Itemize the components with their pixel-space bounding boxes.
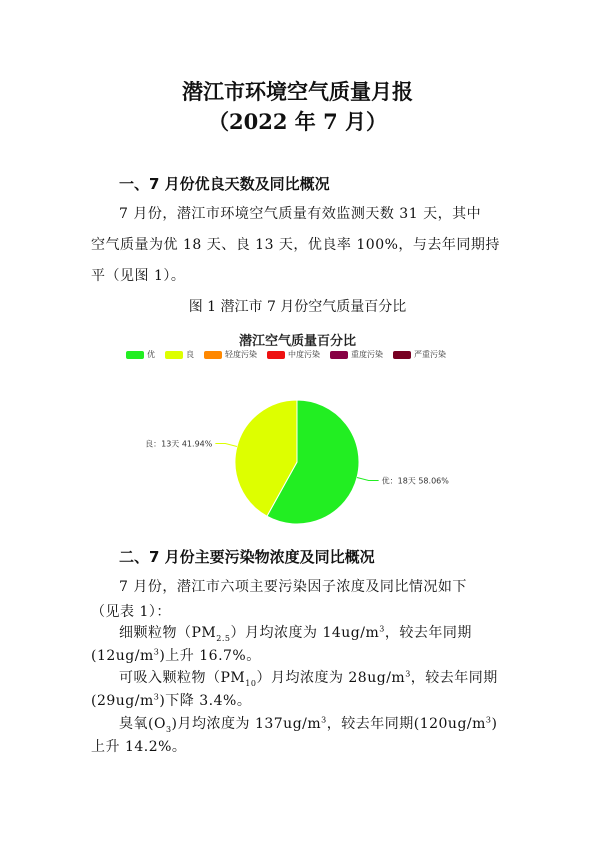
section1-line-3: 平（见图 1）。 xyxy=(91,268,186,284)
legend-item[interactable] xyxy=(393,349,446,360)
legend-swatch xyxy=(330,351,348,359)
pm10-line-2: $(29ug/m^3)$下降 3.4%。 xyxy=(91,692,252,709)
legend-item[interactable] xyxy=(267,349,320,360)
legend-label: 中度污染 xyxy=(288,350,320,359)
report-subtitle: （2022 年 7 月） xyxy=(208,109,387,134)
legend-label: 良 xyxy=(186,350,194,359)
chart-title: 潜江空气质量百分比 xyxy=(238,334,356,349)
pie-label-line xyxy=(215,443,237,446)
section1-heading: 一、7 月份优良天数及同比概况 xyxy=(119,175,330,193)
pm10-line-1: 可吸入颗粒物$(PM_{10})$月均浓度为 $28ug/m^3$，较去年同期 xyxy=(119,669,498,688)
legend-label: 轻度污染 xyxy=(225,350,257,359)
report-title: 潜江市环境空气质量月报 xyxy=(182,79,413,104)
pm25-line-2: $(12ug/m^3)$上升 16.7%。 xyxy=(91,647,261,664)
legend-swatch xyxy=(204,351,222,359)
legend-swatch xyxy=(165,351,183,359)
pie-label-line xyxy=(357,478,379,481)
section2-intro-line-1: 7 月份，潜江市六项主要污染因子浓度及同比情况如下 xyxy=(119,579,467,595)
figure-caption: 图 1 潜江市 7 月份空气质量百分比 xyxy=(188,299,407,315)
legend-swatch xyxy=(126,351,144,359)
section2-intro-line-2: （见表 1）： xyxy=(91,604,171,620)
section1-line-2: 空气质量为优 18 天、良 13 天，优良率 100%，与去年同期持 xyxy=(91,237,500,253)
legend-label: 严重污染 xyxy=(414,350,446,359)
pie-chart xyxy=(100,370,500,550)
pm25-line-1: 细颗粒物$(PM_{2.5})$月均浓度为 $14ug/m^3$，较去年同期 xyxy=(119,624,472,643)
legend-item[interactable] xyxy=(126,349,155,360)
pie-data-label: 良：13天 41.94% xyxy=(145,439,213,449)
legend-item[interactable] xyxy=(204,349,257,360)
pie-data-label: 优：18天 58.06% xyxy=(381,476,449,486)
section2-heading: 二、7 月份主要污染物浓度及同比概况 xyxy=(119,548,375,566)
legend-item[interactable] xyxy=(330,349,383,360)
legend-item[interactable] xyxy=(165,349,194,360)
legend-label: 优 xyxy=(147,350,155,359)
chart-legend xyxy=(126,349,486,360)
o3-line-1: 臭氧$(O_3)$月均浓度为 $137ug/m^3$，较去年同期$(120ug/m^3)$ xyxy=(119,715,498,734)
legend-swatch xyxy=(267,351,285,359)
legend-label: 重度污染 xyxy=(351,350,383,359)
o3-line-2: 上升 14.2%。 xyxy=(91,739,187,755)
legend-swatch xyxy=(393,351,411,359)
section1-line-1: 7 月份，潜江市环境空气质量有效监测天数 31 天，其中 xyxy=(119,206,482,222)
